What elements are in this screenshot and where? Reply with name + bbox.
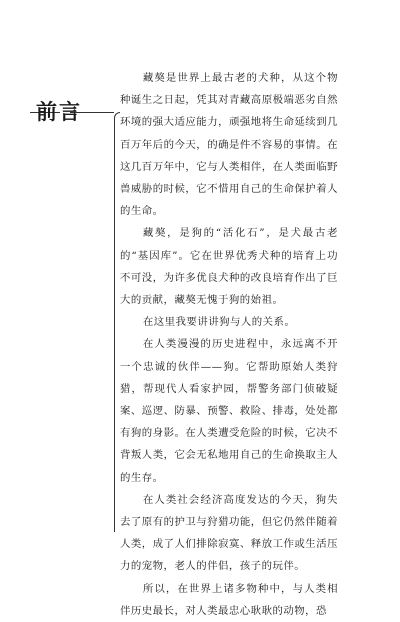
paragraph: 在这里我要讲讲狗与人的关系。 (142, 316, 296, 329)
title-block (30, 100, 122, 540)
paragraph: 藏獒，是狗的“活化石”，是犬最古老的“基因库”。它在世界优秀犬种的培育上功不可没，为许多优良犬种的改良培育作出了巨大的贡献，藏獒无愧于狗的始祖。 (120, 227, 338, 307)
paragraph: 在人类漫漫的历史进程中，永远离不开一个忠诚的伙伴——狗。它帮助原始人类狩猎，帮现代人看家护园，帮警务部门侦破疑案、巡逻、防暴、预警、救险、排毒，处处都有狗的身影。在人类遭受危险的时候，它决不背叛人类，它会无私地用自己的生命换取主人的生存。 (120, 338, 338, 484)
paragraph: 所以，在世界上诸多物种中，与人类相伴历史最长，对人类最忠心耿耿的动物，恐 (120, 582, 338, 617)
page-title: 前言 (36, 100, 82, 124)
paragraph: 在人类社会经济高度发达的今天，狗失去了原有的护卫与狩猎功能，但它仍然伴随着人类，成了人们排除寂寞、释放工作或生活压力的宠物，老人的伴侣，孩子的玩伴。 (120, 493, 338, 573)
paragraph: 藏獒是世界上最古老的犬种，从这个物种诞生之日起，凭其对青藏高原极端恶劣自然环境的强大适应能力，顽强地将生命延续到几百万年后的今天，的确是件不容易的事情。在这几百万年中，它与人类相伴，在人类面临野兽威胁的时候，它不惜用自己的生命保护着人的生命。 (120, 72, 338, 218)
preface-body (120, 67, 338, 622)
